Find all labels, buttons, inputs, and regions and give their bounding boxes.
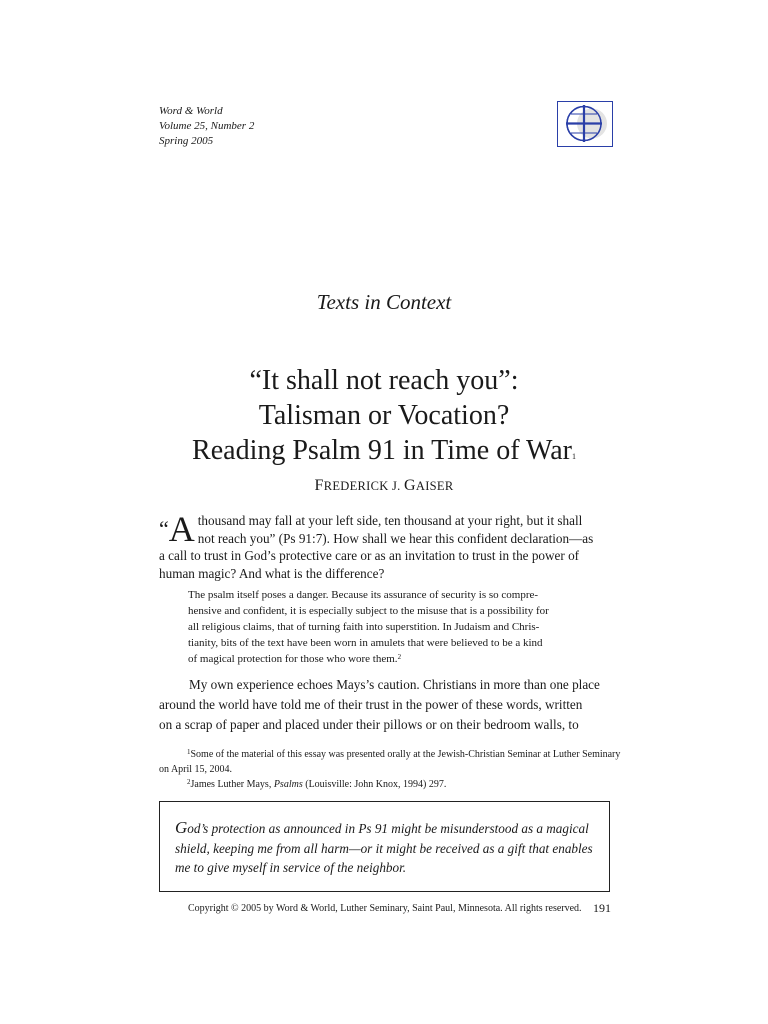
pullquote-cap: G (175, 818, 188, 837)
author-last-initial: G (404, 477, 416, 494)
title-line-3 (0, 434, 768, 468)
author-last-rest: AISER (415, 479, 454, 493)
quote-line-text: of magical protection for those who wore them. (188, 653, 398, 665)
quote-line: hensive and confident, it is especially subject to the misuse that is a possibility for (188, 605, 549, 617)
pullquote-line: shield, keeping me from all harm—or it might be received as a gift that enables (175, 840, 593, 856)
quote-line: The psalm itself poses a danger. Because its assurance of security is so compre- (188, 589, 539, 601)
footnote-2-title: Psalms (273, 779, 303, 790)
author-first-initial: F (314, 477, 324, 494)
lead-line: a call to trust in God’s protective care or as an invitation to trust in the power of (159, 548, 580, 563)
footnotes (159, 747, 621, 792)
section-heading: Texts in Context (316, 290, 452, 314)
body-line: My own experience echoes Mays’s caution. Christians in more than one place (189, 677, 600, 692)
footnote-2 (159, 777, 611, 792)
author-first-rest: REDERICK J. (323, 479, 405, 493)
copyright-notice: Copyright © 2005 by Word & World, Luther Seminary, Saint Paul, Minnesota. All rights reserved. (188, 903, 582, 914)
block-quote (188, 587, 583, 667)
quote-footnote-ref: 2 (397, 653, 402, 661)
quote-line (188, 651, 583, 667)
footnote-1-continued: on April 15, 2004. (159, 764, 233, 775)
lead-line: thousand may fall at your left side, ten thousand at your right, but it shall (197, 513, 583, 528)
pullquote-line: me to give myself in service of the neighbor. (175, 860, 407, 875)
journal-season: Spring 2005 (159, 135, 214, 147)
quote-line: all religious claims, that of turning faith into superstition. In Judaism and Chris- (188, 621, 540, 633)
title-line-3-text: Reading Psalm 91 in Time of War (192, 435, 572, 466)
footnote-1-text: Some of the material of this essay was presented orally at the Jewish-Christian Seminar at Luther Seminary (190, 749, 621, 760)
lead-paragraph (159, 509, 611, 582)
footnote-2-ref: 2 (187, 778, 191, 786)
pullquote-line-1: od’s protection as announced in Ps 91 might be misunderstood as a magical (187, 821, 589, 836)
cross-globe-logo (557, 101, 613, 147)
footnote-2-rest: (Louisville: John Knox, 1994) 297. (302, 779, 447, 790)
journal-name: Word & World (159, 105, 223, 117)
footnote-2-author: James Luther Mays, (190, 779, 274, 790)
quote-line: tianity, bits of the text have been worn in amulets that were believed to be a kind (188, 637, 543, 649)
title-footnote-ref: 1 (571, 452, 576, 461)
page-number: 191 (593, 901, 611, 915)
lead-line: human magic? And what is the difference? (159, 565, 385, 581)
journal-volume: Volume 25, Number 2 (159, 120, 255, 132)
body-line: around the world have told me of their trust in the power of these words, written (159, 697, 583, 712)
journal-header (159, 104, 254, 149)
footnote-1-ref: 1 (187, 748, 191, 756)
cross-globe-icon (558, 102, 611, 145)
body-line: on a scrap of paper and placed under their pillows or on their bedroom walls, to (159, 717, 579, 732)
drop-cap (159, 509, 195, 549)
lead-line: not reach you” (Ps 91:7). How shall we hear this confident declaration—as (197, 530, 594, 546)
drop-cap-letter: A (168, 509, 195, 549)
title-line-1: “It shall not reach you”: (249, 365, 519, 396)
body-paragraph (159, 675, 611, 735)
drop-cap-quote: “ (159, 516, 169, 541)
title-line-2: Talisman or Vocation? (258, 400, 510, 431)
pullquote-text (175, 818, 600, 878)
footnote-1 (159, 747, 621, 762)
pullquote-line (175, 818, 600, 839)
author-name (0, 477, 768, 495)
